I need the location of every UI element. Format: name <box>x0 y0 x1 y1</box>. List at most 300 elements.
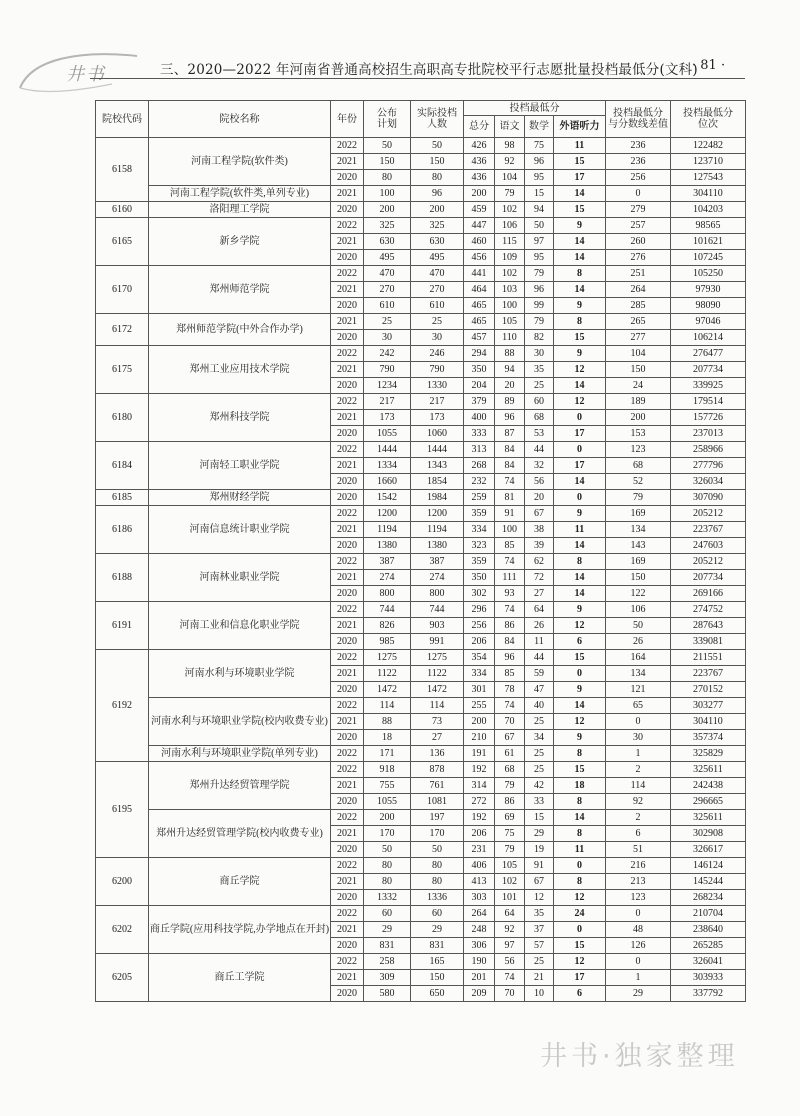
cell-chinese: 75 <box>495 826 525 842</box>
cell-math: 21 <box>525 970 554 986</box>
cell-diff: 256 <box>606 170 671 186</box>
school-name: 河南工程学院(软件类,单列专业) <box>149 186 331 202</box>
cell-listening: 12 <box>554 362 606 378</box>
cell-chinese: 100 <box>495 298 525 314</box>
cell-total: 460 <box>464 234 495 250</box>
cell-actual: 991 <box>411 634 464 650</box>
cell-math: 79 <box>525 266 554 282</box>
cell-listening: 0 <box>554 922 606 938</box>
cell-math: 29 <box>525 826 554 842</box>
cell-listening: 8 <box>554 266 606 282</box>
cell-total: 294 <box>464 346 495 362</box>
cell-rank: 302908 <box>671 826 746 842</box>
cell-total: 248 <box>464 922 495 938</box>
cell-plan: 30 <box>364 330 411 346</box>
cell-math: 20 <box>525 490 554 506</box>
cell-total: 447 <box>464 218 495 234</box>
cell-year: 2022 <box>331 394 364 410</box>
school-name: 郑州财经学院 <box>149 490 331 506</box>
school-code: 6202 <box>96 906 149 954</box>
cell-actual: 73 <box>411 714 464 730</box>
cell-total: 255 <box>464 698 495 714</box>
cell-total: 400 <box>464 410 495 426</box>
cell-total: 459 <box>464 202 495 218</box>
cell-rank: 157726 <box>671 410 746 426</box>
table-row <box>96 810 746 826</box>
cell-chinese: 102 <box>495 874 525 890</box>
cell-chinese: 87 <box>495 426 525 442</box>
table-row <box>96 442 746 458</box>
cell-total: 192 <box>464 810 495 826</box>
cell-total: 231 <box>464 842 495 858</box>
cell-total: 436 <box>464 154 495 170</box>
cell-listening: 8 <box>554 554 606 570</box>
cell-rank: 145244 <box>671 874 746 890</box>
cell-listening: 14 <box>554 282 606 298</box>
cell-math: 64 <box>525 602 554 618</box>
school-code: 6188 <box>96 554 149 602</box>
cell-chinese: 85 <box>495 666 525 682</box>
cell-math: 26 <box>525 618 554 634</box>
cell-total: 354 <box>464 650 495 666</box>
cell-diff: 213 <box>606 874 671 890</box>
cell-chinese: 103 <box>495 282 525 298</box>
cell-diff: 150 <box>606 570 671 586</box>
cell-listening: 14 <box>554 234 606 250</box>
cell-plan: 918 <box>364 762 411 778</box>
header-rank <box>671 101 746 138</box>
cell-chinese: 109 <box>495 250 525 266</box>
cell-plan: 630 <box>364 234 411 250</box>
cell-total: 306 <box>464 938 495 954</box>
cell-listening: 12 <box>554 618 606 634</box>
cell-listening: 0 <box>554 410 606 426</box>
cell-diff: 150 <box>606 362 671 378</box>
cell-year: 2020 <box>331 586 364 602</box>
cell-year: 2022 <box>331 218 364 234</box>
school-name: 河南水利与环境职业学院(校内收费专业) <box>149 698 331 746</box>
cell-rank: 326617 <box>671 842 746 858</box>
cell-diff: 0 <box>606 906 671 922</box>
cell-chinese: 61 <box>495 746 525 762</box>
cell-diff: 264 <box>606 282 671 298</box>
cell-diff: 236 <box>606 154 671 170</box>
cell-total: 259 <box>464 490 495 506</box>
cell-chinese: 104 <box>495 170 525 186</box>
table-header <box>96 101 746 138</box>
header-rule <box>90 78 745 79</box>
cell-total: 200 <box>464 714 495 730</box>
cell-plan: 60 <box>364 906 411 922</box>
cell-rank: 325611 <box>671 810 746 826</box>
cell-plan: 1542 <box>364 490 411 506</box>
cell-math: 95 <box>525 170 554 186</box>
table-row <box>96 858 746 874</box>
cell-year: 2022 <box>331 650 364 666</box>
school-name: 商丘学院(应用科技学院,办学地点在开封) <box>149 906 331 954</box>
cell-total: 406 <box>464 858 495 874</box>
cell-math: 44 <box>525 442 554 458</box>
cell-listening: 14 <box>554 698 606 714</box>
school-code: 6186 <box>96 506 149 554</box>
cell-year: 2022 <box>331 602 364 618</box>
header-actual-line: 实际投档 <box>417 108 457 119</box>
cell-math: 50 <box>525 218 554 234</box>
cell-rank: 287643 <box>671 618 746 634</box>
cell-plan: 258 <box>364 954 411 970</box>
cell-listening: 11 <box>554 842 606 858</box>
cell-chinese: 79 <box>495 842 525 858</box>
cell-plan: 18 <box>364 730 411 746</box>
cell-total: 359 <box>464 554 495 570</box>
cell-year: 2020 <box>331 634 364 650</box>
cell-rank: 237013 <box>671 426 746 442</box>
cell-plan: 1055 <box>364 794 411 810</box>
cell-plan: 1234 <box>364 378 411 394</box>
cell-chinese: 68 <box>495 762 525 778</box>
cell-total: 268 <box>464 458 495 474</box>
cell-rank: 325829 <box>671 746 746 762</box>
header-row <box>96 101 746 116</box>
cell-actual: 650 <box>411 986 464 1002</box>
cell-year: 2021 <box>331 362 364 378</box>
cell-listening: 15 <box>554 154 606 170</box>
cell-listening: 15 <box>554 650 606 666</box>
header-diff <box>606 101 671 138</box>
cell-diff: 143 <box>606 538 671 554</box>
cell-chinese: 101 <box>495 890 525 906</box>
cell-plan: 1055 <box>364 426 411 442</box>
cell-chinese: 100 <box>495 522 525 538</box>
cell-plan: 387 <box>364 554 411 570</box>
cell-diff: 216 <box>606 858 671 874</box>
cell-total: 441 <box>464 266 495 282</box>
cell-listening: 0 <box>554 490 606 506</box>
cell-math: 57 <box>525 938 554 954</box>
cell-rank: 304110 <box>671 714 746 730</box>
cell-actual: 80 <box>411 874 464 890</box>
header-diff-line: 与分数线差值 <box>608 119 668 130</box>
cell-chinese: 74 <box>495 698 525 714</box>
cell-listening: 17 <box>554 458 606 474</box>
cell-chinese: 93 <box>495 586 525 602</box>
cell-rank: 238640 <box>671 922 746 938</box>
cell-math: 95 <box>525 250 554 266</box>
school-name: 河南轻工职业学院 <box>149 442 331 490</box>
cell-chinese: 69 <box>495 810 525 826</box>
cell-chinese: 96 <box>495 650 525 666</box>
school-code: 6191 <box>96 602 149 650</box>
cell-diff: 134 <box>606 666 671 682</box>
cell-total: 302 <box>464 586 495 602</box>
page-number: · 81 · <box>692 58 726 73</box>
cell-math: 97 <box>525 234 554 250</box>
cell-year: 2020 <box>331 890 364 906</box>
cell-total: 457 <box>464 330 495 346</box>
cell-math: 79 <box>525 314 554 330</box>
cell-plan: 580 <box>364 986 411 1002</box>
cell-year: 2020 <box>331 330 364 346</box>
table-row <box>96 266 746 282</box>
cell-actual: 165 <box>411 954 464 970</box>
cell-plan: 242 <box>364 346 411 362</box>
cell-chinese: 84 <box>495 442 525 458</box>
cell-actual: 1336 <box>411 890 464 906</box>
table-row <box>96 746 746 762</box>
school-name: 河南工程学院(软件类) <box>149 138 331 186</box>
cell-diff: 50 <box>606 618 671 634</box>
cell-chinese: 111 <box>495 570 525 586</box>
cell-plan: 171 <box>364 746 411 762</box>
cell-diff: 189 <box>606 394 671 410</box>
cell-math: 94 <box>525 202 554 218</box>
cell-plan: 274 <box>364 570 411 586</box>
school-name: 郑州师范学院 <box>149 266 331 314</box>
cell-actual: 610 <box>411 298 464 314</box>
cell-total: 209 <box>464 986 495 1002</box>
cell-math: 44 <box>525 650 554 666</box>
school-name: 郑州工业应用技术学院 <box>149 346 331 394</box>
cell-rank: 205212 <box>671 506 746 522</box>
cell-listening: 12 <box>554 954 606 970</box>
table-row <box>96 506 746 522</box>
cell-chinese: 79 <box>495 778 525 794</box>
cell-total: 334 <box>464 522 495 538</box>
cell-diff: 29 <box>606 986 671 1002</box>
cell-rank: 179514 <box>671 394 746 410</box>
cell-diff: 51 <box>606 842 671 858</box>
cell-math: 56 <box>525 474 554 490</box>
cell-diff: 0 <box>606 954 671 970</box>
cell-listening: 15 <box>554 938 606 954</box>
cell-year: 2022 <box>331 266 364 282</box>
cell-actual: 27 <box>411 730 464 746</box>
cell-plan: 25 <box>364 314 411 330</box>
cell-total: 206 <box>464 634 495 650</box>
cell-diff: 123 <box>606 890 671 906</box>
cell-plan: 985 <box>364 634 411 650</box>
cell-chinese: 102 <box>495 202 525 218</box>
cell-rank: 101621 <box>671 234 746 250</box>
cell-rank: 242438 <box>671 778 746 794</box>
school-code: 6195 <box>96 762 149 858</box>
cell-year: 2022 <box>331 762 364 778</box>
cell-actual: 470 <box>411 266 464 282</box>
cell-year: 2021 <box>331 234 364 250</box>
header-plan <box>364 101 411 138</box>
cell-plan: 1194 <box>364 522 411 538</box>
cell-diff: 164 <box>606 650 671 666</box>
cell-actual: 270 <box>411 282 464 298</box>
cell-total: 379 <box>464 394 495 410</box>
cell-actual: 903 <box>411 618 464 634</box>
score-table <box>95 100 746 1002</box>
cell-math: 62 <box>525 554 554 570</box>
cell-total: 313 <box>464 442 495 458</box>
cell-plan: 1275 <box>364 650 411 666</box>
school-name: 河南信息统计职业学院 <box>149 506 331 554</box>
cell-actual: 878 <box>411 762 464 778</box>
cell-diff: 104 <box>606 346 671 362</box>
cell-listening: 9 <box>554 682 606 698</box>
school-name: 郑州科技学院 <box>149 394 331 442</box>
cell-chinese: 97 <box>495 938 525 954</box>
cell-math: 33 <box>525 794 554 810</box>
cell-total: 296 <box>464 602 495 618</box>
table-row <box>96 906 746 922</box>
cell-chinese: 79 <box>495 186 525 202</box>
cell-listening: 9 <box>554 730 606 746</box>
cell-math: 27 <box>525 586 554 602</box>
cell-actual: 495 <box>411 250 464 266</box>
cell-diff: 6 <box>606 826 671 842</box>
cell-chinese: 85 <box>495 538 525 554</box>
cell-chinese: 94 <box>495 362 525 378</box>
cell-rank: 127543 <box>671 170 746 186</box>
cell-chinese: 88 <box>495 346 525 362</box>
cell-diff: 2 <box>606 810 671 826</box>
cell-actual: 170 <box>411 826 464 842</box>
cell-actual: 1380 <box>411 538 464 554</box>
cell-listening: 24 <box>554 906 606 922</box>
cell-actual: 325 <box>411 218 464 234</box>
cell-rank: 307090 <box>671 490 746 506</box>
cell-plan: 217 <box>364 394 411 410</box>
cell-listening: 14 <box>554 186 606 202</box>
cell-chinese: 102 <box>495 266 525 282</box>
cell-year: 2020 <box>331 490 364 506</box>
header-school-code: 院校代码 <box>96 101 149 138</box>
cell-diff: 123 <box>606 442 671 458</box>
cell-year: 2020 <box>331 298 364 314</box>
school-name: 商丘工学院 <box>149 954 331 1002</box>
cell-plan: 200 <box>364 202 411 218</box>
cell-rank: 122482 <box>671 138 746 154</box>
cell-math: 37 <box>525 922 554 938</box>
cell-total: 192 <box>464 762 495 778</box>
cell-year: 2022 <box>331 554 364 570</box>
table-row <box>96 490 746 506</box>
table-row <box>96 138 746 154</box>
cell-listening: 6 <box>554 986 606 1002</box>
cell-math: 11 <box>525 634 554 650</box>
cell-diff: 279 <box>606 202 671 218</box>
cell-rank: 104203 <box>671 202 746 218</box>
header-math: 数学 <box>525 116 554 138</box>
cell-math: 25 <box>525 954 554 970</box>
school-code: 6172 <box>96 314 149 346</box>
table-row <box>96 186 746 202</box>
cell-chinese: 105 <box>495 314 525 330</box>
cell-rank: 146124 <box>671 858 746 874</box>
cell-listening: 0 <box>554 858 606 874</box>
cell-math: 10 <box>525 986 554 1002</box>
header-min-score: 投档最低分 <box>464 101 606 116</box>
cell-math: 32 <box>525 458 554 474</box>
cell-year: 2022 <box>331 442 364 458</box>
cell-rank: 258966 <box>671 442 746 458</box>
cell-total: 350 <box>464 362 495 378</box>
cell-total: 465 <box>464 298 495 314</box>
cell-total: 190 <box>464 954 495 970</box>
cell-math: 59 <box>525 666 554 682</box>
cell-math: 25 <box>525 378 554 394</box>
cell-diff: 134 <box>606 522 671 538</box>
cell-total: 204 <box>464 378 495 394</box>
cell-actual: 30 <box>411 330 464 346</box>
cell-actual: 761 <box>411 778 464 794</box>
cell-actual: 1984 <box>411 490 464 506</box>
cell-year: 2021 <box>331 570 364 586</box>
header-total: 总分 <box>464 116 495 138</box>
table-row <box>96 394 746 410</box>
cell-total: 201 <box>464 970 495 986</box>
cell-chinese: 92 <box>495 154 525 170</box>
cell-year: 2020 <box>331 170 364 186</box>
cell-rank: 247603 <box>671 538 746 554</box>
cell-actual: 246 <box>411 346 464 362</box>
cell-year: 2021 <box>331 410 364 426</box>
cell-listening: 8 <box>554 746 606 762</box>
cell-listening: 12 <box>554 394 606 410</box>
cell-diff: 26 <box>606 634 671 650</box>
cell-diff: 1 <box>606 970 671 986</box>
cell-total: 413 <box>464 874 495 890</box>
cell-rank: 210704 <box>671 906 746 922</box>
cell-listening: 14 <box>554 586 606 602</box>
cell-chinese: 70 <box>495 714 525 730</box>
cell-plan: 790 <box>364 362 411 378</box>
cell-chinese: 86 <box>495 794 525 810</box>
cell-total: 206 <box>464 826 495 842</box>
school-name: 郑州升达经贸管理学院 <box>149 762 331 810</box>
cell-math: 34 <box>525 730 554 746</box>
cell-plan: 831 <box>364 938 411 954</box>
cell-listening: 8 <box>554 874 606 890</box>
cell-plan: 1334 <box>364 458 411 474</box>
table-row <box>96 314 746 330</box>
cell-plan: 150 <box>364 154 411 170</box>
cell-listening: 14 <box>554 474 606 490</box>
cell-plan: 1380 <box>364 538 411 554</box>
cell-actual: 387 <box>411 554 464 570</box>
cell-math: 25 <box>525 714 554 730</box>
cell-actual: 790 <box>411 362 464 378</box>
cell-year: 2021 <box>331 778 364 794</box>
cell-total: 334 <box>464 666 495 682</box>
cell-plan: 200 <box>364 810 411 826</box>
cell-listening: 14 <box>554 538 606 554</box>
cell-listening: 9 <box>554 298 606 314</box>
school-code: 6185 <box>96 490 149 506</box>
header-rank-line: 投档最低分 <box>683 108 733 119</box>
cell-year: 2021 <box>331 154 364 170</box>
school-code: 6180 <box>96 394 149 442</box>
cell-listening: 15 <box>554 202 606 218</box>
cell-chinese: 98 <box>495 138 525 154</box>
cell-listening: 14 <box>554 378 606 394</box>
cell-math: 19 <box>525 842 554 858</box>
table-row <box>96 698 746 714</box>
cell-listening: 15 <box>554 330 606 346</box>
cell-math: 38 <box>525 522 554 538</box>
header-diff-line: 投档最低分 <box>613 108 663 119</box>
cell-math: 25 <box>525 746 554 762</box>
cell-diff: 265 <box>606 314 671 330</box>
cell-rank: 269166 <box>671 586 746 602</box>
cell-plan: 610 <box>364 298 411 314</box>
header-plan-line: 公布 <box>377 108 397 119</box>
